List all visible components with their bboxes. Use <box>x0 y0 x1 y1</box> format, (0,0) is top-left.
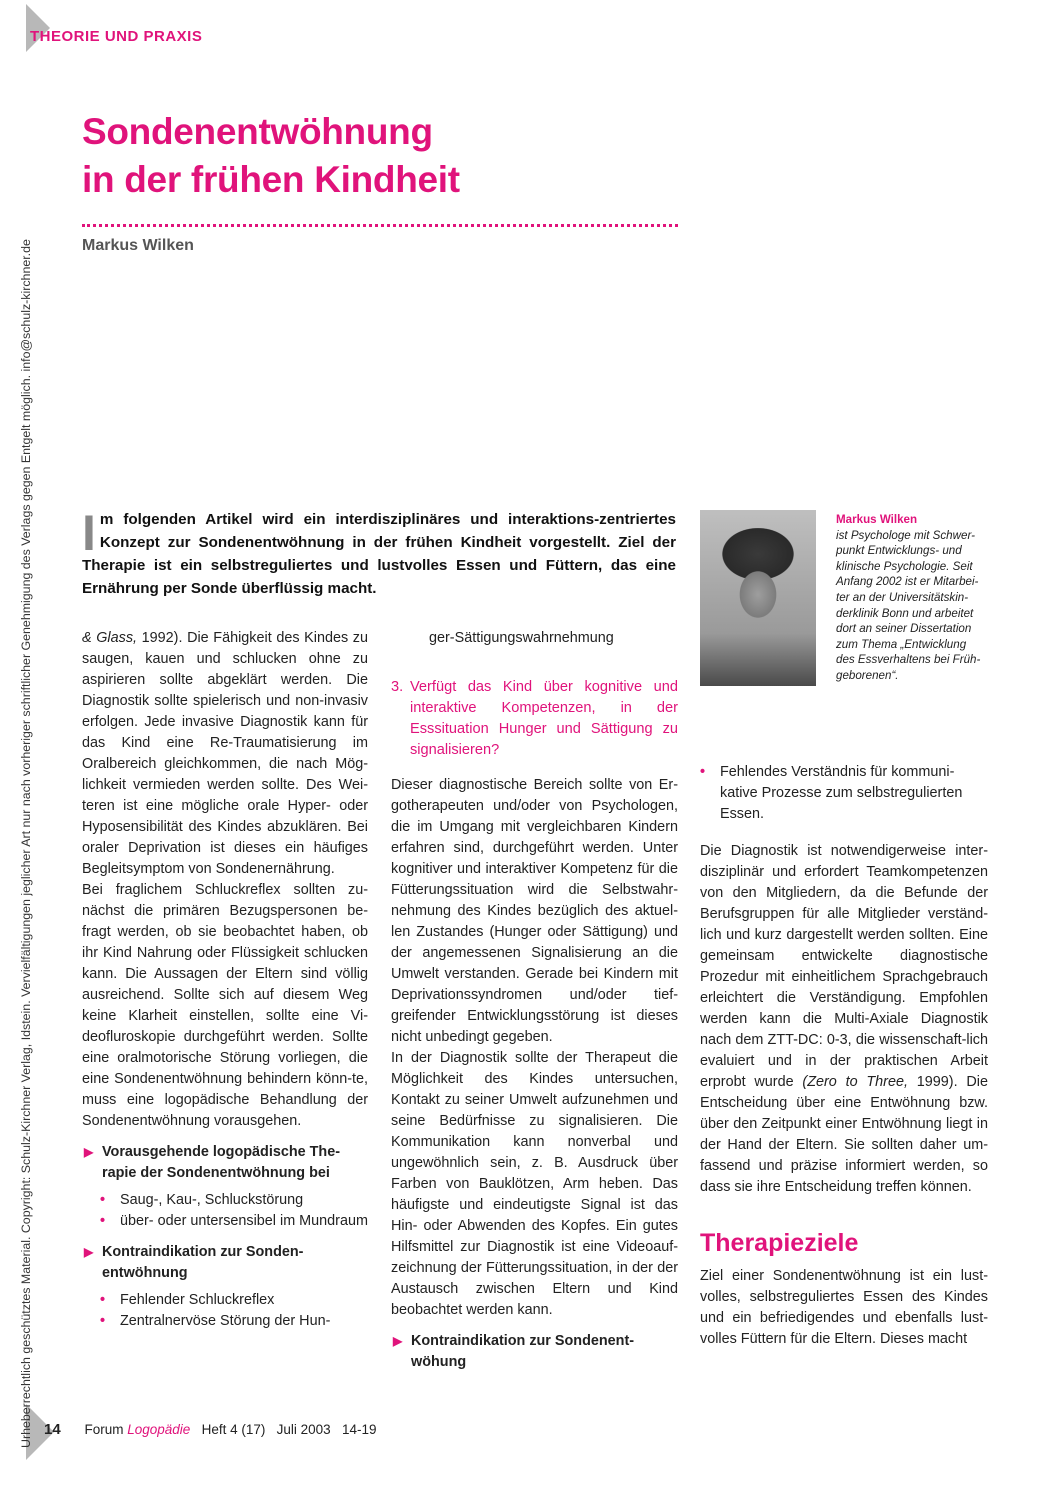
spacer <box>391 649 678 677</box>
list-item-text: Fehlender Schluckreflex <box>120 1292 275 1308</box>
issue-date: Juli 2003 <box>276 1422 331 1437</box>
triangle-bullet-icon: ▶ <box>393 1334 403 1348</box>
page-range: 14-19 <box>341 1422 377 1437</box>
col3-list <box>700 762 988 825</box>
col3-paragraph-2: Ziel einer Sondenentwöhnung ist ein lust-volles, selbstreguliertes Essen des Kindes und ein befriedigendes und ebenfalls lust-volles Füttern für die Eltern. Dieses macht <box>700 1268 988 1347</box>
spacer <box>700 1258 988 1266</box>
col2-question <box>391 677 678 761</box>
col3-citation: (Zero to Three, <box>802 1074 908 1090</box>
col1-heading-2 <box>82 1242 368 1284</box>
triangle-bullet-icon: ▶ <box>84 1145 94 1159</box>
list-item <box>100 1190 368 1211</box>
article-title <box>82 108 682 204</box>
column-1 <box>82 628 368 1332</box>
col3-paragraph-1 <box>700 841 988 1198</box>
bullet-icon: • <box>100 1292 106 1308</box>
col1-heading-1-text: Vorausgehende logopädische The-rapie der Sondenentwöhnung bei <box>102 1144 341 1181</box>
col1-heading-2-text: Kontraindikation zur Sonden-entwöhnung <box>102 1244 304 1281</box>
column-2 <box>391 628 678 1373</box>
question-text: Verfügt das Kind über kognitive und interaktive Kompetenzen, in der Esssituation Hunger und Sättigung zu signalisieren? <box>410 679 678 758</box>
list-item <box>100 1211 368 1232</box>
lead-text: m folgenden Artikel wird ein interdisziplinäres und interaktions-zentriertes Konzept zur Sondenentwöhnung in der frühen Kindheit vorgestellt. Ziel der Therapie ist ein selbstreguliertes und lustvolles Essen und Füttern, das eine Ernährung per Sonde überflüssig macht. <box>82 511 676 597</box>
list-item <box>100 1290 368 1311</box>
page-number: 14 <box>44 1421 61 1438</box>
lead-paragraph <box>82 505 676 600</box>
list-item-text: Saug-, Kau-, Schluckstörung <box>120 1192 304 1208</box>
col1-citation: & Glass, <box>82 630 138 646</box>
col3-paragraph-1-text: Die Diagnostik ist notwendigerweise inter-disziplinär und erfordert Teamkompetenzen von den Mitgliedern, da die Befunde der Berufsgruppen für alle Mitglieder verständ-lich und kurz dargestellt werden sollten. Eine gemeinsam entwickelte diagnostische Prozedur mit einheitlichem Sprachgebrauch erleichtert die Verständigung. Empfohlen werden kann die Multi-Axiale Diagnostik nach dem ZTT-DC: 0-3, die wissenschaft-lich evaluiert und in der praktischen Arbeit erprobt wurde <box>700 843 988 1090</box>
col2-paragraph-2: In der Diagnostik sollte der Therapeut die Möglichkeit des Kindes untersuchen, Kontakt zu seiner Umwelt aufzunehmen und seine Bedürfnisse zu signalisieren. Die Kommunikation kann nonverbal und ungewöhnlich sein, z. B. Ausdruck über Farben von Bauklötzen, Arm heben. Das häufigste und eindeutigste Signal ist das Hin- oder Abwenden des Kopfes. Ein gutes Hilfsmittel zur Diagnostik ist eine Videoauf-zeichnung der Fütterungssituation, in der der Austausch zwischen Eltern und Kind beobachtet werden kann. <box>391 1050 678 1318</box>
col2-heading-text: Kontraindikation zur Sondenent-wöhung <box>411 1333 635 1370</box>
title-line-2: in der frühen Kindheit <box>82 159 460 200</box>
col3-paragraph-1-end: 1999). Die Entscheidung über eine Entwöhnung bzw. über den Zeitpunkt einer Entwöhnung liegt in der Hand der Eltern. Sie sollten daher um-fassend und präzise informiert werden, so dass sie ihre Entscheidung treffen können. <box>700 1074 988 1195</box>
list-item-text: Fehlendes Verständnis für kommuni-kative Prozesse zum selbstregulierten Essen. <box>720 764 963 822</box>
bullet-icon: • <box>100 1213 106 1229</box>
title-line-1: Sondenentwöhnung <box>82 111 433 152</box>
list-item-text: über- oder untersensibel im Mundraum <box>120 1213 368 1229</box>
col1-heading-1 <box>82 1142 368 1184</box>
list-item <box>700 762 988 825</box>
col2-heading <box>391 1331 678 1373</box>
bio-name: Markus Wilken <box>836 513 918 526</box>
list-item <box>100 1311 368 1332</box>
question-number: 3. <box>391 679 404 695</box>
spacer <box>391 761 678 775</box>
spacer <box>700 825 988 841</box>
section-heading-therapieziele: Therapieziele <box>700 1229 859 1257</box>
journal-name-italic: Logopädie <box>127 1422 191 1437</box>
page-footer <box>44 1421 376 1438</box>
col1-list-1 <box>82 1190 368 1232</box>
bullet-icon: • <box>100 1192 106 1208</box>
section-label: THEORIE UND PRAXIS <box>30 28 203 45</box>
journal-name: Forum <box>84 1422 124 1437</box>
drop-cap: I <box>82 505 96 561</box>
dotted-divider <box>82 224 678 227</box>
author-photo <box>700 510 816 686</box>
copyright-notice: Urheberrechtlich geschütztes Material. Copyright: Schulz-Kirchner Verlag, Idstein. Vervielfältigungen jeglicher Art nur nach vorheriger schriftlicher Genehmigung des Verlags gegen Entgelt möglich. info@schulz-kirchner.de <box>19 239 33 1448</box>
col1-paragraph-1 <box>82 628 368 880</box>
col1-paragraph-1-text: 1992). Die Fähigkeit des Kindes zu saugen, kauen und schlucken ohne zu aspirieren sollte abgeklärt werden. Die Diagnostik sollte spielerisch und non-invasiv erfolgen. Jede invasive Diagnostik kann für das Kind eine Re-Traumatisierung im Oralbereich gleichkommen, die nach Mög-lichkeit vermieden werden sollte. Des Wei-teren ist eine mögliche orale Hyper- oder Hyposensibilität des Kindes abzuklären. Bei oraler Deprivation ist dieses ein häufiges Begleitsymptom von Sondenernährung. <box>82 630 368 877</box>
col2-paragraph-1: Dieser diagnostische Bereich sollte von Er-gotherapeuten und/oder von Psychologen, die im Umgang mit vergleichbaren Kindern erfahren sind, durchgeführt werden. Unter kognitiver und interaktiver Kompetenz für die Fütterungssituation wird die Selbstwahr-nehmung des Kindes bezüglich des aktuel-len Zustandes (Hunger oder Sättigung) und der angemessenen Signalisierung an die Umwelt verstanden. Gerade bei Kindern mit Deprivationssyndromen und/oder tief-greifender Entwicklungsstörung ist dieses nicht unbedingt gegeben. <box>391 777 678 1045</box>
triangle-bullet-icon: ▶ <box>84 1245 94 1259</box>
article-author: Markus Wilken <box>82 237 194 254</box>
list-item-text: Zentralnervöse Störung der Hun- <box>120 1313 331 1329</box>
issue-number: Heft 4 (17) <box>201 1422 266 1437</box>
author-bio <box>836 512 986 684</box>
bullet-icon: • <box>700 764 706 780</box>
col2-continuation: ger-Sättigungswahrnehmung <box>429 630 614 646</box>
bullet-icon: • <box>100 1313 106 1329</box>
column-3 <box>700 762 988 1350</box>
col1-paragraph-2: Bei fraglichem Schluckreflex sollten zu-nächst die primären Bezugspersonen be-fragt werden, ob sie beobachtet haben, ob ihr Kind Nahrung oder Flüssigkeit schlucken kann. Die Aussagen der Eltern sind völlig ausreichend. Sollte sich auf diesem Weg keine Klarheit einstellen, sollte eine Vi-deofluroskopie durchgeführt werden. Sollte eine oralmotorische Störung vorliegen, die eine Sondenentwöhnung behindern könn-te, muss eine logopädische Behandlung der Sondenentwöhnung vorausgehen. <box>82 882 368 1129</box>
bio-text: ist Psychologe mit Schwer-punkt Entwicklungs- und klinische Psychologie. Seit Anfang 2002 ist er Mitarbei-ter an der Universitätskin-derklinik Bonn und arbeitet dort an seiner Dissertation zum Thema „Entwicklung des Essverhaltens bei Früh-geborenen“. <box>836 528 981 682</box>
spacer <box>700 1198 988 1228</box>
col1-list-2 <box>82 1290 368 1332</box>
